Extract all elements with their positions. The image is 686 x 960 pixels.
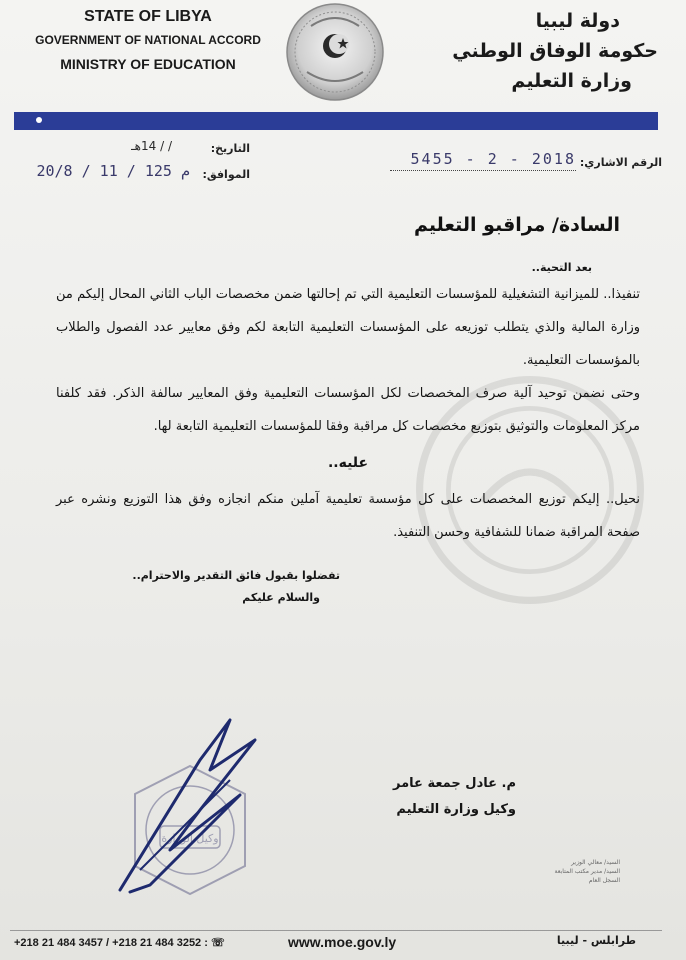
routing-line-3: السجل العام bbox=[588, 877, 620, 884]
therefore-heading: عليه.. bbox=[327, 455, 369, 471]
date-label: التاريخ: bbox=[210, 142, 250, 155]
routing-line-1: السيد/ معالي الوزير bbox=[571, 859, 620, 866]
salutation-line: والسلام عليكم bbox=[242, 591, 320, 604]
paragraph-3: نحيل.. إليكم توزيع المخصصات على كل مؤسسة تعليمية آملين منكم انجازه وفق هذا التوزيع ونشره عبر صفحة المراقبة ضمانا للشفافية وحسن التنفيذ. bbox=[56, 492, 640, 540]
header-en-government: GOVERNMENT OF NATIONAL ACCORD bbox=[35, 33, 261, 47]
reference-block bbox=[382, 150, 662, 180]
paragraph-2: وحتى نضمن توحيد آلية صرف المخصصات لكل المؤسسات التعليمية وفق المعايير سالفة الذكر. فقد كلفنا مركز المعلومات والتوثيق بتوزيع مخصصات كل مراقبة وفقا للمؤسسات التعليمية التابعة لها. bbox=[56, 386, 640, 434]
header-divider-bar bbox=[14, 112, 658, 130]
recipient-heading: السادة/ مراقبو التعليم bbox=[414, 214, 620, 236]
header-arabic bbox=[418, 6, 658, 96]
signatory-block bbox=[393, 771, 516, 823]
letter-body bbox=[56, 258, 640, 609]
reference-value: 2018 - 2 - 5455 bbox=[410, 150, 576, 168]
footer-website-link[interactable]: www.moe.gov.ly bbox=[288, 934, 397, 950]
reference-dotted-line bbox=[390, 170, 576, 171]
date-block bbox=[20, 136, 250, 188]
footer-phones: +218 21 484 3457 / +218 21 484 3252 : ☏ bbox=[14, 937, 225, 949]
reference-label: الرقم الاشاري: bbox=[579, 156, 662, 169]
greeting: بعد التحية.. bbox=[531, 261, 592, 274]
date-value: / / 14هـ bbox=[131, 139, 172, 153]
signatory-title: وكيل وزارة التعليم bbox=[396, 802, 516, 817]
footer-city: طرابلس - ليبيا bbox=[556, 934, 636, 947]
libya-emblem-icon bbox=[285, 2, 385, 102]
header-english bbox=[30, 4, 266, 76]
header-en-state: STATE OF LIBYA bbox=[84, 8, 212, 25]
signatory-name: م. عادل جمعة عامر bbox=[393, 776, 516, 791]
header-ar-ministry: وزارة التعليم bbox=[511, 70, 632, 92]
header-ar-state: دولة ليبيا bbox=[535, 10, 620, 32]
corresponding-value: 20/8 / 11 / 125 م bbox=[36, 162, 190, 180]
footer-divider bbox=[10, 930, 662, 931]
stamp-text: وكيل الوزارة bbox=[161, 832, 219, 845]
handwritten-signature-icon bbox=[80, 700, 300, 900]
closing-line: تفضلوا بقبول فائق التقدير والاحترام.. bbox=[132, 569, 340, 582]
header-en-ministry: MINISTRY OF EDUCATION bbox=[60, 56, 236, 72]
header-ar-government: حكومة الوفاق الوطني bbox=[452, 40, 658, 62]
corresponding-label: الموافق: bbox=[202, 168, 250, 181]
paragraph-1: تنفيذا.. للميزانية التشغيلية للمؤسسات التعليمية التي تم إحالتها ضمن مخصصات الباب الثاني المحال إليكم من وزارة المالية والذي يتطلب توزيعه على المؤسسات التعليمية التابعة لكم وفق معايير عدد الفصول والطلاب بالمؤسسات التعليمية. bbox=[56, 287, 640, 368]
bar-dot bbox=[36, 117, 42, 123]
routing-note bbox=[470, 858, 620, 885]
routing-line-2: السيد/ مدير مكتب المتابعة bbox=[554, 868, 620, 875]
